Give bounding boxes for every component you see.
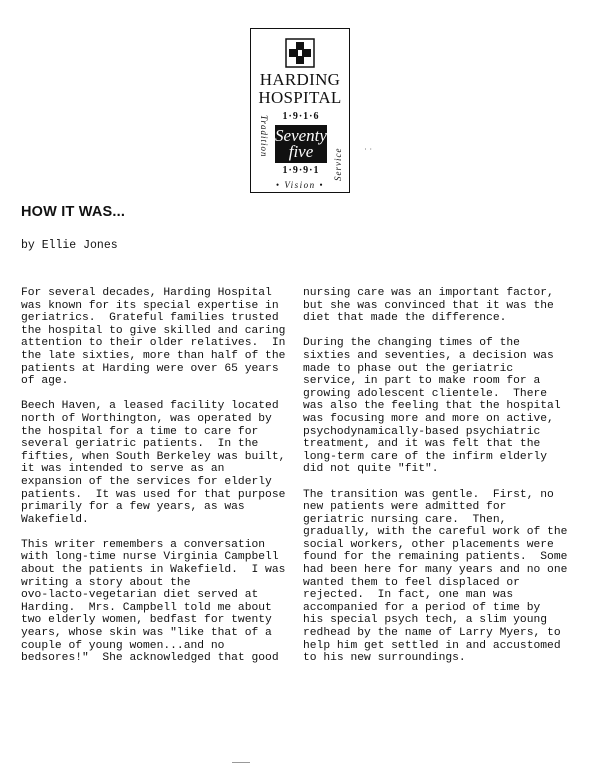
paragraph: nursing care was an important factor, but she was convinced that it was the diet that made the difference. — [303, 287, 554, 325]
logo-service-label: Service — [333, 147, 343, 181]
hospital-emblem-icon — [285, 38, 315, 68]
paragraph: This writer remembers a conversation with long-time nurse Virginia Campbell about the patients in Wakefield. I was writing a story about the ovo-lacto-vegetarian diet served at Harding. Mrs. Campbell told me about two elderly women, bedfast for twenty years, whose skin was "like that of a couple of young women...and no bedsores!" She acknowledged that good — [21, 538, 286, 665]
year-founded: 1·9·1·6 — [282, 111, 320, 122]
harding-hospital-logo — [250, 28, 350, 193]
logo-name-line1: HARDING — [259, 70, 341, 89]
article-right-column — [303, 287, 593, 677]
anniversary-band — [275, 111, 327, 183]
paragraph: For several decades, Harding Hospital was known for its special expertise in geriatrics. Grateful families trusted the hospital to give skilled and caring attention to their older relatives. In the late sixties, more than half of the patients at Harding were over 65 years of age. — [21, 287, 286, 388]
scan-speck: ˙ ˙ — [364, 147, 373, 157]
article-left-column — [21, 287, 297, 677]
page-mark — [232, 762, 250, 763]
article-title: HOW IT WAS... — [21, 204, 126, 220]
article-byline: by Ellie Jones — [21, 239, 118, 252]
seventy-five-badge: Seventy five — [275, 126, 327, 161]
year-anniversary: 1·9·9·1 — [282, 165, 320, 176]
paragraph: The transition was gentle. First, no new patients were admitted for geriatric nursing care. Then, gradually, with the careful work of the social workers, other placements were found for the remaining patients. Some had been here for many years and no one wanted them to feel displaced or rejected. In fact, one man was accompanied for a period of time by his special psych tech, a slim young redhead by the name of Larry Myers, to help him get settled in and accustomed to his new surroundings. — [303, 488, 568, 665]
logo-tradition-label: Tradition — [259, 115, 269, 158]
paragraph: Beech Haven, a leased facility located north of Worthington, was operated by the hospital for a time to care for several geriatric patients. In the fifties, when South Berkeley was built, it was intended to serve as an expansion of the services for elderly patients. It was used for that purpose primarily for a few years, as was Wakefield. — [21, 400, 286, 526]
logo-name-line2: HOSPITAL — [258, 88, 342, 107]
paragraph: During the changing times of the sixties and seventies, a decision was made to phase out the geriatric service, in part to make room for a growing adolescent clientele. There was also the feeling that the hospital was focusing more and more on active, psychodynamically-based psychiatric treatment, and it was felt that the long-term care of the infirm elderly did not quite "fit". — [303, 337, 561, 476]
logo-vision-label: • Vision • — [275, 180, 325, 190]
